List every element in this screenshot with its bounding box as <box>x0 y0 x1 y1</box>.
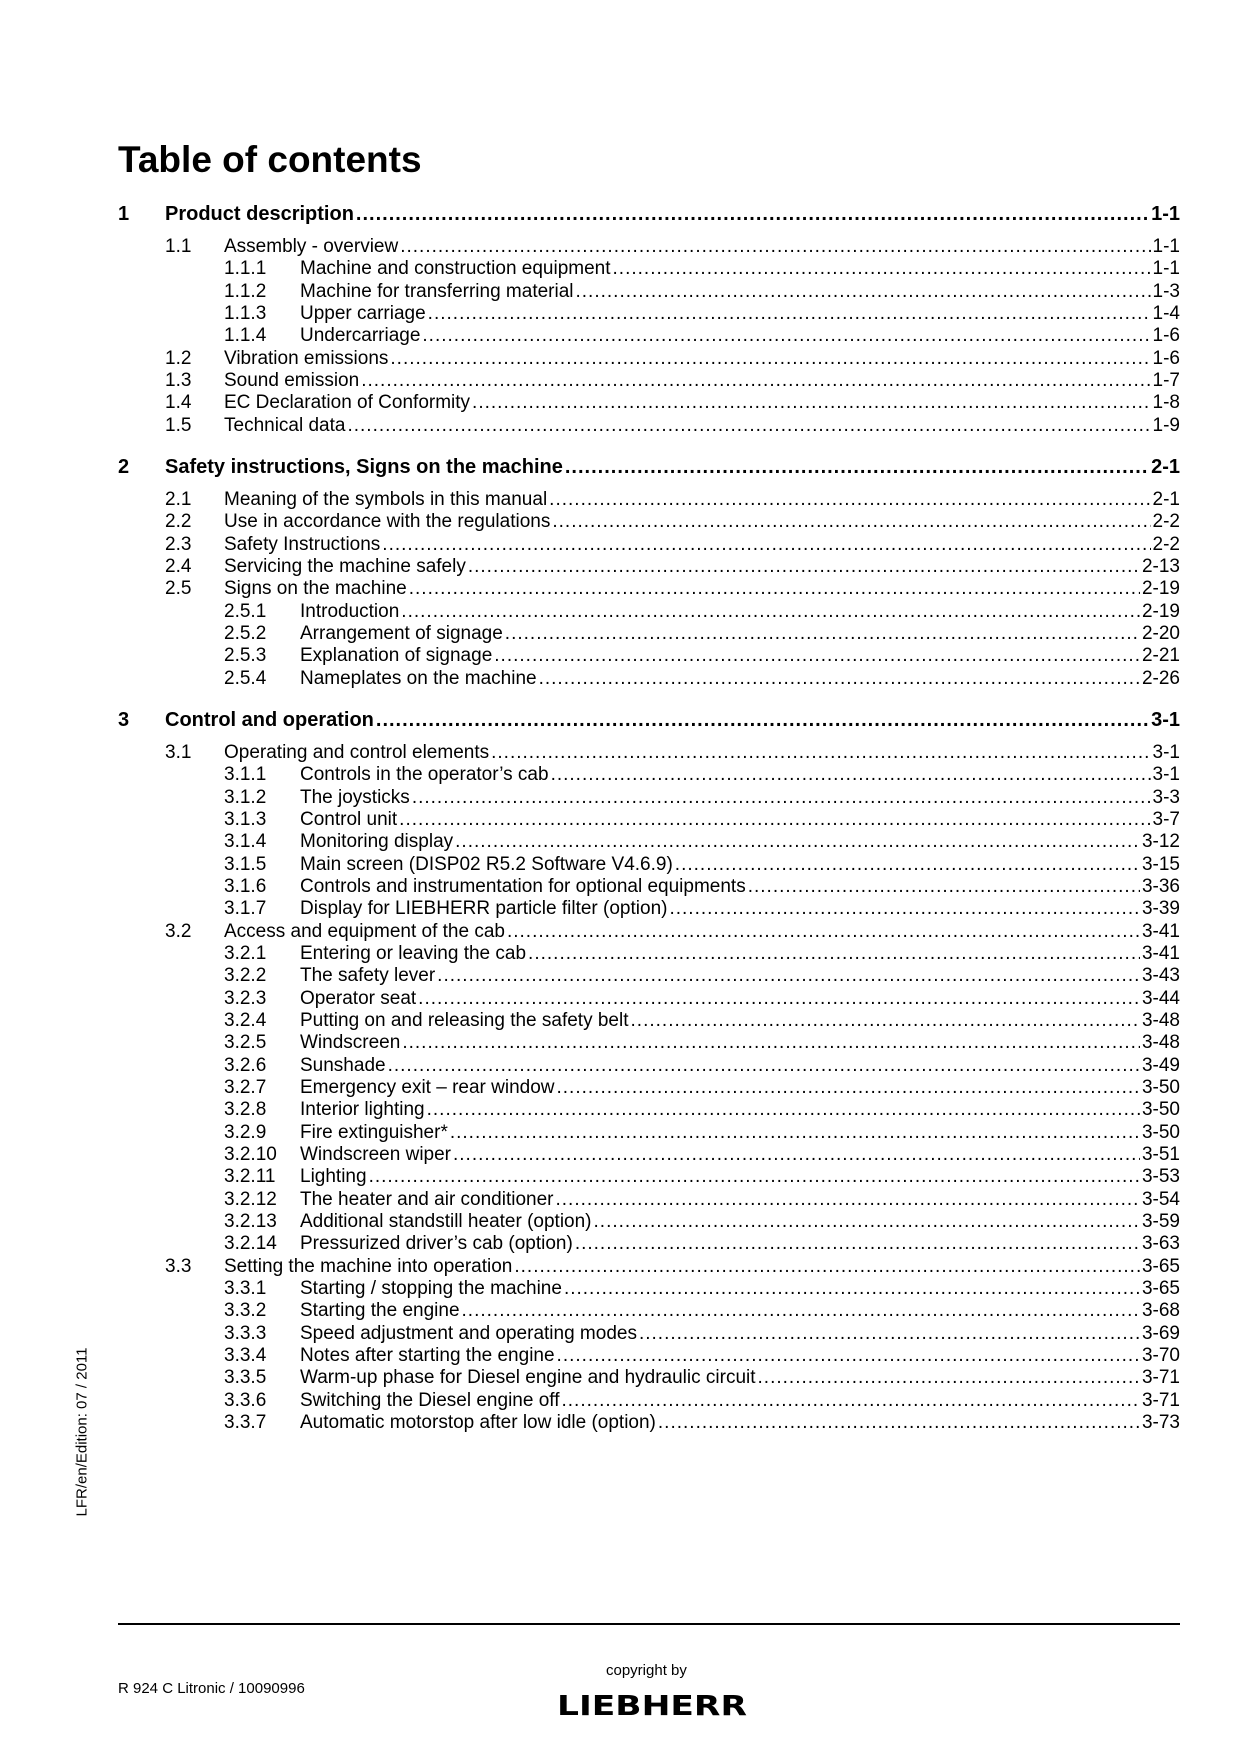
toc-entry-title: Machine and construction equipment <box>300 258 611 280</box>
toc-entry[interactable] <box>118 896 1180 921</box>
toc-entry-number: 3.3.1 <box>224 1277 267 1299</box>
toc-entry-page: 1-7 <box>1152 369 1180 391</box>
dot-leader <box>564 1276 1140 1301</box>
toc-entry-title: Use in accordance with the regulations <box>224 511 551 533</box>
dot-leader <box>376 708 1149 733</box>
toc-entry-page: 3-1 <box>1152 764 1180 786</box>
toc-entry-title: Main screen (DISP02 R5.2 Software V4.6.9) <box>300 853 673 875</box>
toc-entry-title: Product description <box>165 203 354 225</box>
toc-entry[interactable] <box>118 368 1180 393</box>
toc-entry-number: 3.3.3 <box>224 1322 267 1344</box>
toc-entry[interactable] <box>118 279 1180 304</box>
toc-entry[interactable] <box>118 762 1180 787</box>
toc-entry-number: 3.2.8 <box>224 1099 267 1121</box>
toc-entry-page: 3-36 <box>1141 875 1180 897</box>
toc-entry[interactable] <box>118 1388 1180 1413</box>
dot-leader <box>401 599 1140 624</box>
dot-leader <box>412 785 1151 810</box>
toc-entry-number: 2.1 <box>165 488 192 510</box>
toc-entry-number: 3.2.4 <box>224 1009 267 1031</box>
toc-entry-number: 3 <box>118 708 130 731</box>
toc-entry[interactable] <box>118 852 1180 877</box>
dot-leader <box>468 554 1140 579</box>
dot-leader <box>505 621 1140 646</box>
toc-entry-number: 2.5 <box>165 578 192 600</box>
toc-entry-number: 2.3 <box>165 533 192 555</box>
toc-entry[interactable] <box>118 487 1180 512</box>
toc-entry[interactable] <box>118 346 1180 371</box>
edition-note: LFR/en/Edition: 07 / 2011 <box>73 1347 91 1517</box>
dot-leader <box>418 986 1140 1011</box>
toc-entry-title: Controls in the operator’s cab <box>300 764 549 786</box>
toc-entry-number: 1.5 <box>165 414 192 436</box>
toc-entry-page: 1-8 <box>1152 392 1180 414</box>
toc-entry-number: 1.2 <box>165 347 192 369</box>
toc-entry-number: 3.2.10 <box>224 1143 277 1165</box>
toc-entry-title: Starting the engine <box>300 1300 460 1322</box>
toc-entry-title: Lighting <box>300 1166 367 1188</box>
logo-text: LIEBHERR <box>557 1691 747 1718</box>
toc-entry[interactable] <box>118 1365 1180 1390</box>
dot-leader <box>565 455 1149 480</box>
toc-entry-title: The safety lever <box>300 965 436 987</box>
toc-entry-number: 2 <box>118 455 130 478</box>
toc-entry-page: 3-73 <box>1141 1411 1180 1433</box>
toc-entry[interactable] <box>118 621 1180 646</box>
toc-entry[interactable] <box>118 785 1180 810</box>
toc-entry[interactable] <box>118 1187 1180 1212</box>
toc-entry[interactable] <box>118 234 1180 259</box>
toc-entry-title: Notes after starting the engine <box>300 1344 555 1366</box>
dot-leader <box>390 346 1150 371</box>
toc-entry-page: 1-1 <box>1152 236 1180 257</box>
dot-leader <box>561 1388 1139 1413</box>
toc-entry[interactable] <box>118 1164 1180 1189</box>
toc-entry[interactable] <box>118 1120 1180 1145</box>
toc-entry-title: Operating and control elements <box>224 741 490 763</box>
dot-leader <box>556 1187 1140 1212</box>
toc-entry-number: 2.5.1 <box>224 600 267 622</box>
dot-leader <box>472 390 1150 415</box>
dot-leader <box>347 413 1150 438</box>
toc-entry-title: Additional standstill heater (option) <box>300 1210 592 1232</box>
toc-entry-title: Technical data <box>224 414 346 436</box>
toc-entry-page: 2-2 <box>1152 533 1180 555</box>
toc-entry-page: 3-1 <box>1152 741 1180 763</box>
toc-entry-title: Setting the machine into operation <box>224 1255 513 1277</box>
toc-entry-title: Signs on the machine <box>224 578 407 600</box>
dot-leader <box>462 1298 1140 1323</box>
toc-entry-page: 3-70 <box>1141 1344 1180 1366</box>
toc-entry-title: Safety Instructions <box>224 533 381 555</box>
toc-entry-page: 1-1 <box>1152 258 1180 280</box>
toc-entry-title: Explanation of signage <box>300 645 493 667</box>
toc-entry-page: 1-6 <box>1152 325 1180 347</box>
dot-leader <box>514 1254 1140 1279</box>
toc-entry-title: Interior lighting <box>300 1099 425 1121</box>
toc-entry-page: 3-12 <box>1141 831 1180 853</box>
toc-entry-number: 1.1 <box>165 236 192 257</box>
dot-leader <box>613 256 1151 281</box>
toc-entry-page: 3-71 <box>1141 1389 1180 1411</box>
toc-entry[interactable] <box>118 666 1180 691</box>
toc-entry-title: Putting on and releasing the safety belt <box>300 1009 629 1031</box>
toc-entry-page: 2-19 <box>1141 600 1180 622</box>
toc-entry-number: 2.5.4 <box>224 667 267 689</box>
toc-entry[interactable] <box>118 1075 1180 1100</box>
toc-entry-page: 1-9 <box>1152 414 1180 436</box>
toc-entry[interactable] <box>118 1030 1180 1055</box>
toc-entry-page: 3-54 <box>1141 1188 1180 1210</box>
toc-entry-page: 3-65 <box>1141 1255 1180 1277</box>
toc-entry-page: 2-26 <box>1141 667 1180 689</box>
toc-entry[interactable] <box>118 1343 1180 1368</box>
toc-entry-title: Controls and instrumentation for optional equipments <box>300 875 746 897</box>
toc-entry-title: Safety instructions, Signs on the machine <box>165 455 563 478</box>
dot-leader <box>748 874 1140 899</box>
toc-entry-page: 3-41 <box>1141 920 1180 942</box>
toc-entry[interactable] <box>118 643 1180 668</box>
toc-entry-number: 2.5.2 <box>224 622 267 644</box>
toc-entry-number: 1.4 <box>165 392 192 414</box>
toc-entry[interactable] <box>118 1231 1180 1256</box>
toc-entry-number: 3.2 <box>165 920 192 942</box>
dot-leader <box>437 963 1140 988</box>
toc-entry[interactable] <box>118 202 1180 227</box>
toc-entry-title: Operator seat <box>300 987 417 1009</box>
toc-entry-title: Nameplates on the machine <box>300 667 537 689</box>
toc-entry[interactable] <box>118 1410 1180 1435</box>
toc-entry-page: 1-4 <box>1152 302 1180 324</box>
toc-entry[interactable] <box>118 941 1180 966</box>
toc-entry[interactable] <box>118 323 1180 348</box>
toc-entry-page: 3-3 <box>1152 786 1180 808</box>
toc-entry-number: 3.2.12 <box>224 1188 277 1210</box>
dot-leader <box>388 1053 1140 1078</box>
toc-entry-page: 2-13 <box>1141 555 1180 577</box>
toc-entry-page: 3-59 <box>1141 1210 1180 1232</box>
toc-entry-title: EC Declaration of Conformity <box>224 392 471 414</box>
toc-entry-number: 3.2.11 <box>224 1166 276 1188</box>
toc-entry[interactable] <box>118 301 1180 326</box>
toc-entry-title: Windscreen wiper <box>300 1143 451 1165</box>
footer-copyright: copyright by <box>606 1662 687 1679</box>
page-title: Table of contents <box>118 139 422 180</box>
toc-entry-page: 2-19 <box>1141 578 1180 600</box>
toc-entry-number: 3.3 <box>165 1255 192 1277</box>
toc-entry-page: 3-53 <box>1141 1166 1180 1188</box>
toc-entry-title: Switching the Diesel engine off <box>300 1389 560 1411</box>
toc-entry-page: 3-44 <box>1141 987 1180 1009</box>
toc-entry-number: 3.1.2 <box>224 786 267 808</box>
dot-leader <box>557 1343 1140 1368</box>
dot-leader <box>409 576 1140 601</box>
toc-entry-number: 3.1 <box>165 741 192 763</box>
toc-entry[interactable] <box>118 1321 1180 1346</box>
toc-entry[interactable] <box>118 576 1180 601</box>
dot-leader <box>552 509 1150 534</box>
toc-entry-title: Sunshade <box>300 1054 386 1076</box>
dot-leader <box>400 234 1150 259</box>
toc-entry-title: Meaning of the symbols in this manual <box>224 488 548 510</box>
toc-entry-number: 3.1.4 <box>224 831 267 853</box>
toc-entry-title: Introduction <box>300 600 400 622</box>
toc-entry-page: 3-43 <box>1141 965 1180 987</box>
toc-entry[interactable] <box>118 554 1180 579</box>
toc-entry-number: 3.3.4 <box>224 1344 267 1366</box>
toc-entry-page: 3-50 <box>1141 1076 1180 1098</box>
toc-entry[interactable] <box>118 1053 1180 1078</box>
toc-entry-number: 3.2.7 <box>224 1076 267 1098</box>
toc-entry-title: Windscreen <box>300 1032 401 1054</box>
dot-leader <box>369 1164 1140 1189</box>
toc-entry[interactable] <box>118 1209 1180 1234</box>
toc-entry-number: 2.5.3 <box>224 645 267 667</box>
dot-leader <box>539 666 1140 691</box>
dot-leader <box>528 941 1140 966</box>
toc-entry-number: 1.1.4 <box>224 325 267 347</box>
dot-leader <box>669 896 1140 921</box>
toc-entry-number: 1.1.2 <box>224 280 267 302</box>
toc-entry-page: 3-48 <box>1141 1009 1180 1031</box>
toc-entry[interactable] <box>118 256 1180 281</box>
toc-entry[interactable] <box>118 413 1180 438</box>
toc-entry-page: 3-49 <box>1141 1054 1180 1076</box>
toc-entry-title: The joysticks <box>300 786 410 808</box>
toc-entry-number: 3.1.5 <box>224 853 267 875</box>
dot-leader <box>450 1120 1140 1145</box>
toc-entry-title: Upper carriage <box>300 302 426 324</box>
toc-entry-title: The heater and air conditioner <box>300 1188 554 1210</box>
dot-leader <box>356 202 1149 227</box>
liebherr-logo <box>555 1691 750 1718</box>
dot-leader <box>399 807 1150 832</box>
dot-leader <box>427 1097 1140 1122</box>
toc-entry-title: Access and equipment of the cab <box>224 920 505 942</box>
toc-entry-page: 2-1 <box>1151 455 1180 478</box>
toc-entry[interactable] <box>118 1254 1180 1279</box>
toc-entry-number: 3.2.14 <box>224 1233 277 1255</box>
dot-leader <box>631 1008 1140 1033</box>
toc-entry-title: Speed adjustment and operating modes <box>300 1322 637 1344</box>
toc-entry-title: Assembly - overview <box>224 236 399 257</box>
toc-entry-page: 1-1 <box>1151 203 1180 225</box>
toc-entry[interactable] <box>118 509 1180 534</box>
toc-entry-page: 1-3 <box>1152 280 1180 302</box>
toc-entry-title: Undercarriage <box>300 325 421 347</box>
toc-entry-page: 1-6 <box>1152 347 1180 369</box>
toc-entry-page: 2-21 <box>1141 645 1180 667</box>
footer-model-number: R 924 C Litronic / 10090996 <box>118 1680 305 1697</box>
toc-entry[interactable] <box>118 708 1180 733</box>
toc-entry-title: Starting / stopping the machine <box>300 1277 562 1299</box>
toc-entry[interactable] <box>118 1008 1180 1033</box>
toc-entry-page: 3-48 <box>1141 1032 1180 1054</box>
toc-entry-title: Sound emission <box>224 369 360 391</box>
toc-entry-page: 2-1 <box>1152 488 1180 510</box>
toc-entry-number: 2.4 <box>165 555 192 577</box>
dot-leader <box>507 919 1140 944</box>
toc-entry-title: Servicing the machine safely <box>224 555 466 577</box>
toc-entry-title: Pressurized driver’s cab (option) <box>300 1233 573 1255</box>
toc-entry[interactable] <box>118 1298 1180 1323</box>
toc-entry[interactable] <box>118 532 1180 557</box>
toc-entry[interactable] <box>118 1097 1180 1122</box>
toc-entry-number: 1.1.1 <box>224 258 267 280</box>
toc-entry-number: 3.1.7 <box>224 898 267 920</box>
dot-leader <box>575 1231 1140 1256</box>
dot-leader <box>594 1209 1140 1234</box>
toc-entry-page: 3-51 <box>1141 1143 1180 1165</box>
toc-entry[interactable] <box>118 874 1180 899</box>
dot-leader <box>455 829 1140 854</box>
toc-entry-title: Display for LIEBHERR particle filter (option) <box>300 898 668 920</box>
toc-entry[interactable] <box>118 829 1180 854</box>
dot-leader <box>675 852 1140 877</box>
toc-entry-number: 3.3.2 <box>224 1300 267 1322</box>
toc-entry-number: 3.1.1 <box>224 764 267 786</box>
dot-leader <box>491 740 1150 765</box>
toc-entry-number: 3.3.6 <box>224 1389 267 1411</box>
toc-entry-number: 3.2.3 <box>224 987 267 1009</box>
toc-entry-page: 3-1 <box>1151 708 1180 731</box>
toc-entry-number: 3.3.7 <box>224 1411 267 1433</box>
toc-entry-number: 1 <box>118 203 130 225</box>
footer-divider <box>118 1623 1180 1625</box>
toc-entry[interactable] <box>118 807 1180 832</box>
toc-entry[interactable] <box>118 1142 1180 1167</box>
toc-entry-number: 3.2.5 <box>224 1032 267 1054</box>
dot-leader <box>758 1365 1140 1390</box>
toc-entry-title: Monitoring display <box>300 831 454 853</box>
dot-leader <box>382 532 1150 557</box>
dot-leader <box>576 279 1151 304</box>
toc-entry-title: Fire extinguisher* <box>300 1121 448 1143</box>
toc-entry[interactable] <box>118 963 1180 988</box>
toc-entry-number: 3.2.9 <box>224 1121 267 1143</box>
toc-entry-number: 1.3 <box>165 369 192 391</box>
toc-entry-number: 1.1.3 <box>224 302 267 324</box>
toc-entry-title: Entering or leaving the cab <box>300 942 527 964</box>
toc-entry-number: 3.3.5 <box>224 1367 267 1389</box>
toc-entry-page: 2-20 <box>1141 622 1180 644</box>
dot-leader <box>494 643 1140 668</box>
toc-entry-page: 3-71 <box>1141 1367 1180 1389</box>
toc-entry-number: 3.2.1 <box>224 942 267 964</box>
dot-leader <box>639 1321 1140 1346</box>
toc-entry-number: 3.2.13 <box>224 1210 277 1232</box>
toc-entry-page: 3-50 <box>1141 1099 1180 1121</box>
dot-leader <box>551 762 1151 787</box>
toc-entry-page: 3-15 <box>1141 853 1180 875</box>
dot-leader <box>658 1410 1140 1435</box>
dot-leader <box>402 1030 1140 1055</box>
toc-entry-number: 2.2 <box>165 511 192 533</box>
toc-entry-title: Warm-up phase for Diesel engine and hydraulic circuit <box>300 1367 756 1389</box>
toc-entry-title: Emergency exit – rear window <box>300 1076 555 1098</box>
toc-entry-page: 3-41 <box>1141 942 1180 964</box>
dot-leader <box>453 1142 1140 1167</box>
toc-entry-title: Control and operation <box>165 708 374 731</box>
toc-entry[interactable] <box>118 1276 1180 1301</box>
dot-leader <box>361 368 1150 393</box>
toc-entry[interactable] <box>118 919 1180 944</box>
dot-leader <box>549 487 1150 512</box>
toc-entry-page: 3-7 <box>1152 808 1180 830</box>
toc-entry[interactable] <box>118 455 1180 480</box>
toc-entry-number: 3.1.3 <box>224 808 267 830</box>
dot-leader <box>422 323 1150 348</box>
toc-entry-title: Machine for transferring material <box>300 280 574 302</box>
toc-entry-title: Vibration emissions <box>224 347 389 369</box>
toc-entry[interactable] <box>118 740 1180 765</box>
toc-entry-page: 3-65 <box>1141 1277 1180 1299</box>
toc-entry[interactable] <box>118 390 1180 415</box>
toc-entry-number: 3.1.6 <box>224 875 267 897</box>
toc-entry-number: 3.2.6 <box>224 1054 267 1076</box>
toc-entry[interactable] <box>118 599 1180 624</box>
toc-entry-title: Control unit <box>300 808 398 830</box>
toc-entry-page: 3-63 <box>1141 1233 1180 1255</box>
toc-entry-title: Automatic motorstop after low idle (option) <box>300 1411 656 1433</box>
toc-entry[interactable] <box>118 986 1180 1011</box>
toc-entry-page: 2-2 <box>1152 511 1180 533</box>
toc-entry-page: 3-50 <box>1141 1121 1180 1143</box>
toc-entry-page: 3-69 <box>1141 1322 1180 1344</box>
toc-entry-title: Arrangement of signage <box>300 622 503 644</box>
toc-entry-number: 3.2.2 <box>224 965 267 987</box>
dot-leader <box>428 301 1151 326</box>
dot-leader <box>557 1075 1140 1100</box>
toc-entry-page: 3-68 <box>1141 1300 1180 1322</box>
toc-entry-page: 3-39 <box>1141 898 1180 920</box>
